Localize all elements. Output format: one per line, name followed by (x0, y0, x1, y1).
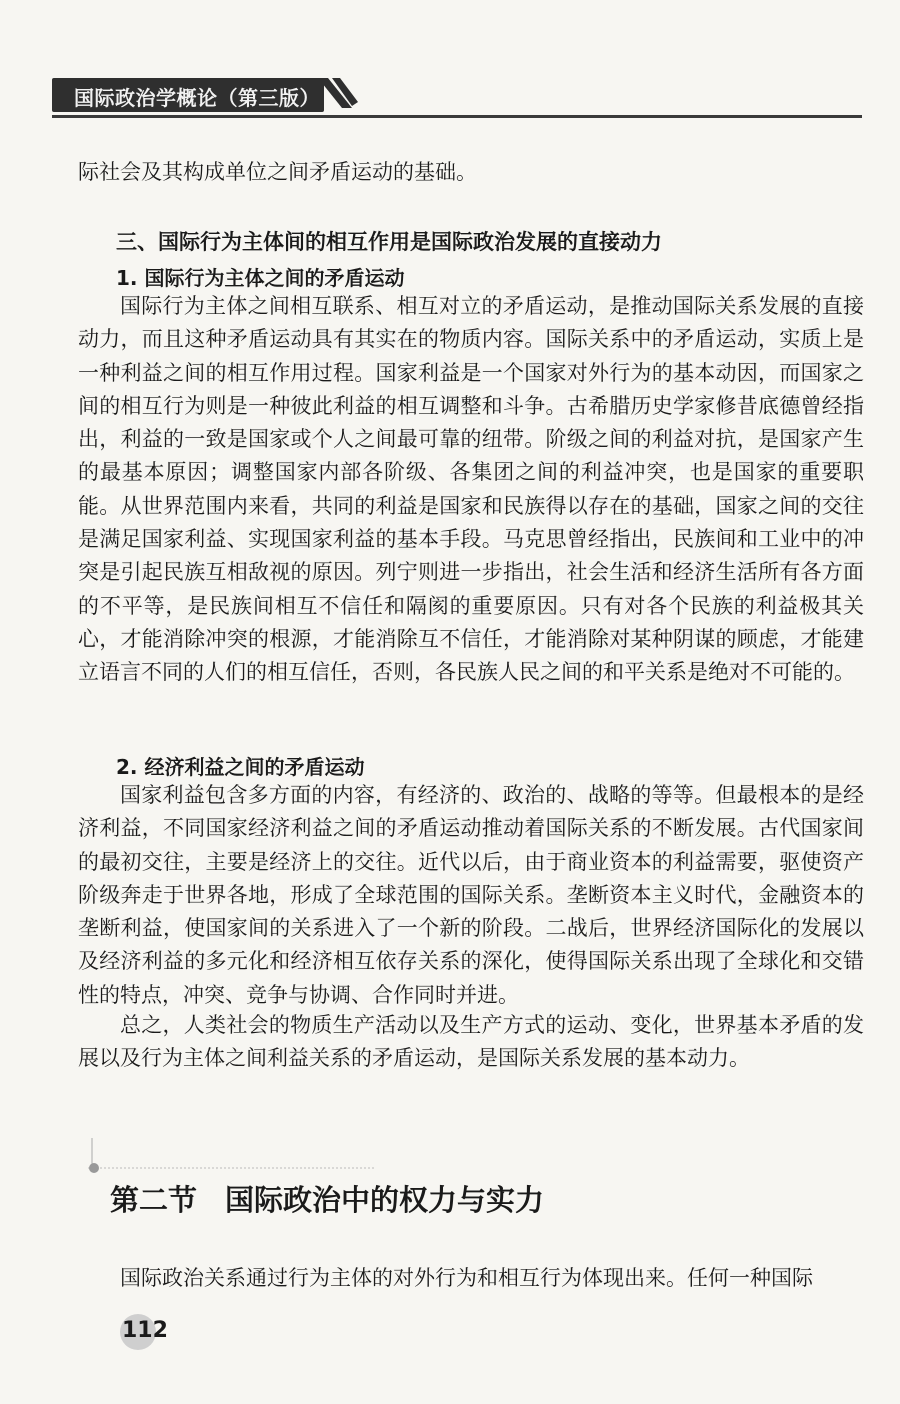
continued-paragraph: 际社会及其构成单位之间矛盾运动的基础。 (78, 160, 477, 184)
page-number (118, 1310, 168, 1356)
running-header (52, 78, 324, 112)
paragraph-1: 国际行为主体之间相互联系、相互对立的矛盾运动，是推动国际关系发展的直接动力，而且这种矛盾运动具有其实在的物质内容。国际关系中的矛盾运动，实质上是一种利益之间的相互作用过程。国家利益是一个国家对外行为的基本动因，而国家之间的相互行为则是一种彼此利益的相互调整和斗争。古希腊历史学家修昔底德曾经指出，利益的一致是国家或个人之间最可靠的纽带。阶级之间的利益对抗，是国家产生的最基本原因；调整国家内部各阶级、各集团之间的利益冲突，也是国家的重要职能。从世界范围内来看，共同的利益是国家和民族得以存在的基础，国家之间的交往是满足国家利益、实现国家利益的基本手段。马克思曾经指出，民族间和工业中的冲突是引起民族互相敌视的原因。列宁则进一步指出，社会生活和经济生活所有各方面的不平等，是民族间相互不信任和隔阂的重要原因。只有对各个民族的利益极其关心，才能消除冲突的根源，才能消除互不信任，才能消除对某种阴谋的顾虑，才能建立语言不同的人们的相互信任，否则，各民族人民之间的和平关系是绝对不可能的。 (78, 294, 864, 685)
page-number-text: 112 (122, 1318, 168, 1343)
summary-paragraph: 总之，人类社会的物质生产活动以及生产方式的运动、变化，世界基本矛盾的发展以及行为主体之间利益关系的矛盾运动，是国际关系发展的基本动力。 (78, 1013, 864, 1071)
section-intro-paragraph: 国际政治关系通过行为主体的对外行为和相互行为体现出来。任何一种国际 (120, 1266, 813, 1290)
subheading-2: 2. 经济利益之间的矛盾运动 (116, 755, 365, 779)
subheading-1: 1. 国际行为主体之间的矛盾运动 (116, 266, 405, 290)
paragraph-2: 国家利益包含多方面的内容，有经济的、政治的、战略的等等。但最根本的是经济利益，不同国家经济利益之间的矛盾运动推动着国际关系的不断发展。古代国家间的最初交往，主要是经济上的交往。近代以后，由于商业资本的利益需要，驱使资产阶级奔走于世界各地，形成了全球范围的国际关系。垄断资本主义时代，金融资本的垄断利益，使国家间的关系进入了一个新的阶段。二战后，世界经济国际化的发展以及经济利益的多元化和经济相互依存关系的深化，使得国际关系出现了全球化和交错性的特点，冲突、竞争与协调、合作同时并进。 (78, 783, 864, 1007)
section-ornament (86, 1138, 376, 1178)
header-rule (52, 115, 862, 118)
header-tab-decoration (318, 78, 358, 112)
section-title: 国际政治中的权力与实力 (225, 1183, 545, 1217)
book-title: 国际政治学概论（第三版） (74, 86, 320, 110)
section-label: 第二节 (110, 1183, 198, 1217)
subsection-heading: 三、国际行为主体间的相互作用是国际政治发展的直接动力 (116, 230, 662, 254)
section-heading (110, 1178, 544, 1219)
